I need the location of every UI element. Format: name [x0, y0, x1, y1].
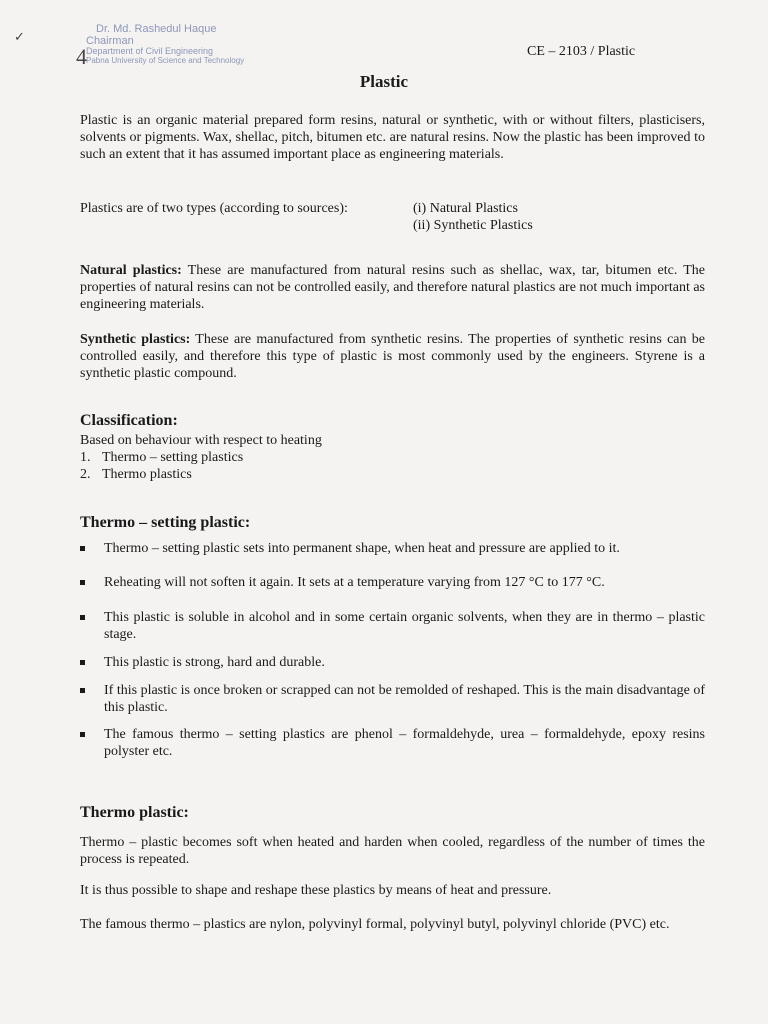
classification-item	[80, 449, 322, 466]
bullet-square-icon	[80, 615, 85, 620]
classification-block	[80, 432, 322, 483]
thermosetting-property-text: The famous thermo – setting plastics are phenol – formaldehyde, urea – formaldehyde, epoxy resins polyster etc.	[104, 727, 705, 759]
classification-item-number: 1.	[80, 450, 91, 465]
classification-heading: Classification:	[80, 412, 178, 429]
thermosetting-property-text: If this plastic is once broken or scrapped can not be remolded of reshaped. This is the main disadvantage of this plastic.	[104, 683, 705, 715]
thermosetting-property	[80, 726, 705, 766]
classification-list	[80, 449, 322, 483]
type-natural: (i) Natural Plastics	[413, 201, 518, 216]
thermosetting-property	[80, 654, 705, 682]
page-title: Plastic	[359, 72, 409, 91]
classification-basis: Based on behaviour with respect to heating	[80, 433, 322, 448]
handwritten-page-number: 4	[76, 44, 87, 69]
classification-item-text: Thermo plastics	[102, 467, 192, 482]
thermoplastic-heading: Thermo plastic:	[80, 804, 189, 821]
classification-item-text: Thermo – setting plastics	[102, 450, 244, 465]
classification-item	[80, 466, 322, 483]
thermoplastic-paragraph-1: Thermo – plastic becomes soft when heated and harden when cooled, regardless of the number of times the process is repeated.	[80, 835, 705, 867]
synthetic-plastics-label: Synthetic plastics:	[80, 332, 191, 347]
handwritten-check-mark: ✓	[14, 30, 25, 45]
bullet-square-icon	[80, 688, 85, 693]
thermosetting-heading: Thermo – setting plastic:	[80, 514, 251, 531]
stamp-department: Department of Civil Engineering	[86, 46, 214, 57]
bullet-square-icon	[80, 660, 85, 665]
stamp-designation: Chairman	[86, 34, 134, 47]
classification-item-number: 2.	[80, 467, 91, 482]
bullet-square-icon	[80, 546, 85, 551]
thermosetting-property	[80, 540, 705, 574]
course-code: CE – 2103 / Plastic	[527, 44, 636, 59]
synthetic-plastics-paragraph	[80, 331, 705, 382]
intro-paragraph: Plastic is an organic material prepared form resins, natural or synthetic, with or without filters, plasticisers, solvents or pigments. Wax, shellac, pitch, bitumen etc. are natural resins. Now the plastic has been improved to such an extent that it has assumed important place as engineering materials.	[80, 113, 705, 162]
types-list	[413, 200, 533, 234]
thermosetting-property	[80, 682, 705, 726]
synthetic-plastics-text: These are manufactured from synthetic resins. The properties of synthetic resins can be controlled easily, and therefore this type of plastic is most commonly used by the engineers. Styrene is a synthetic plastic compound.	[80, 332, 705, 381]
natural-plastics-label: Natural plastics:	[80, 263, 182, 278]
natural-plastics-text: These are manufactured from natural resins such as shellac, wax, tar, bitumen etc. The properties of natural resins can not be controlled easily, and therefore natural plastics are not much important as engineering materials.	[80, 263, 705, 312]
types-lead-text: Plastics are of two types (according to sources):	[80, 201, 348, 216]
thermosetting-property-text: Thermo – setting plastic sets into permanent shape, when heat and pressure are applied to it.	[104, 541, 620, 556]
bullet-square-icon	[80, 580, 85, 585]
thermosetting-property-text: Reheating will not soften it again. It sets at a temperature varying from 127 °C to 177 °C.	[104, 575, 605, 590]
thermoplastic-paragraph-3: The famous thermo – plastics are nylon, polyvinyl formal, polyvinyl butyl, polyvinyl chloride (PVC) etc.	[80, 917, 670, 932]
chairman-stamp	[86, 24, 276, 65]
natural-plastics-paragraph	[80, 262, 705, 313]
bullet-square-icon	[80, 732, 85, 737]
stamp-name: Dr. Md. Rashedul Haque	[96, 23, 217, 35]
thermosetting-property	[80, 609, 705, 654]
type-synthetic: (ii) Synthetic Plastics	[413, 218, 533, 233]
stamp-university: Pabna University of Science and Technology	[86, 55, 245, 65]
thermosetting-property-text: This plastic is soluble in alcohol and in some certain organic solvents, when they are in thermo – plastic stage.	[104, 610, 705, 642]
thermosetting-property	[80, 574, 705, 609]
thermosetting-property-text: This plastic is strong, hard and durable.	[104, 655, 325, 670]
thermoplastic-paragraph-2: It is thus possible to shape and reshape these plastics by means of heat and pressure.	[80, 883, 552, 898]
thermosetting-properties-list	[80, 540, 705, 766]
